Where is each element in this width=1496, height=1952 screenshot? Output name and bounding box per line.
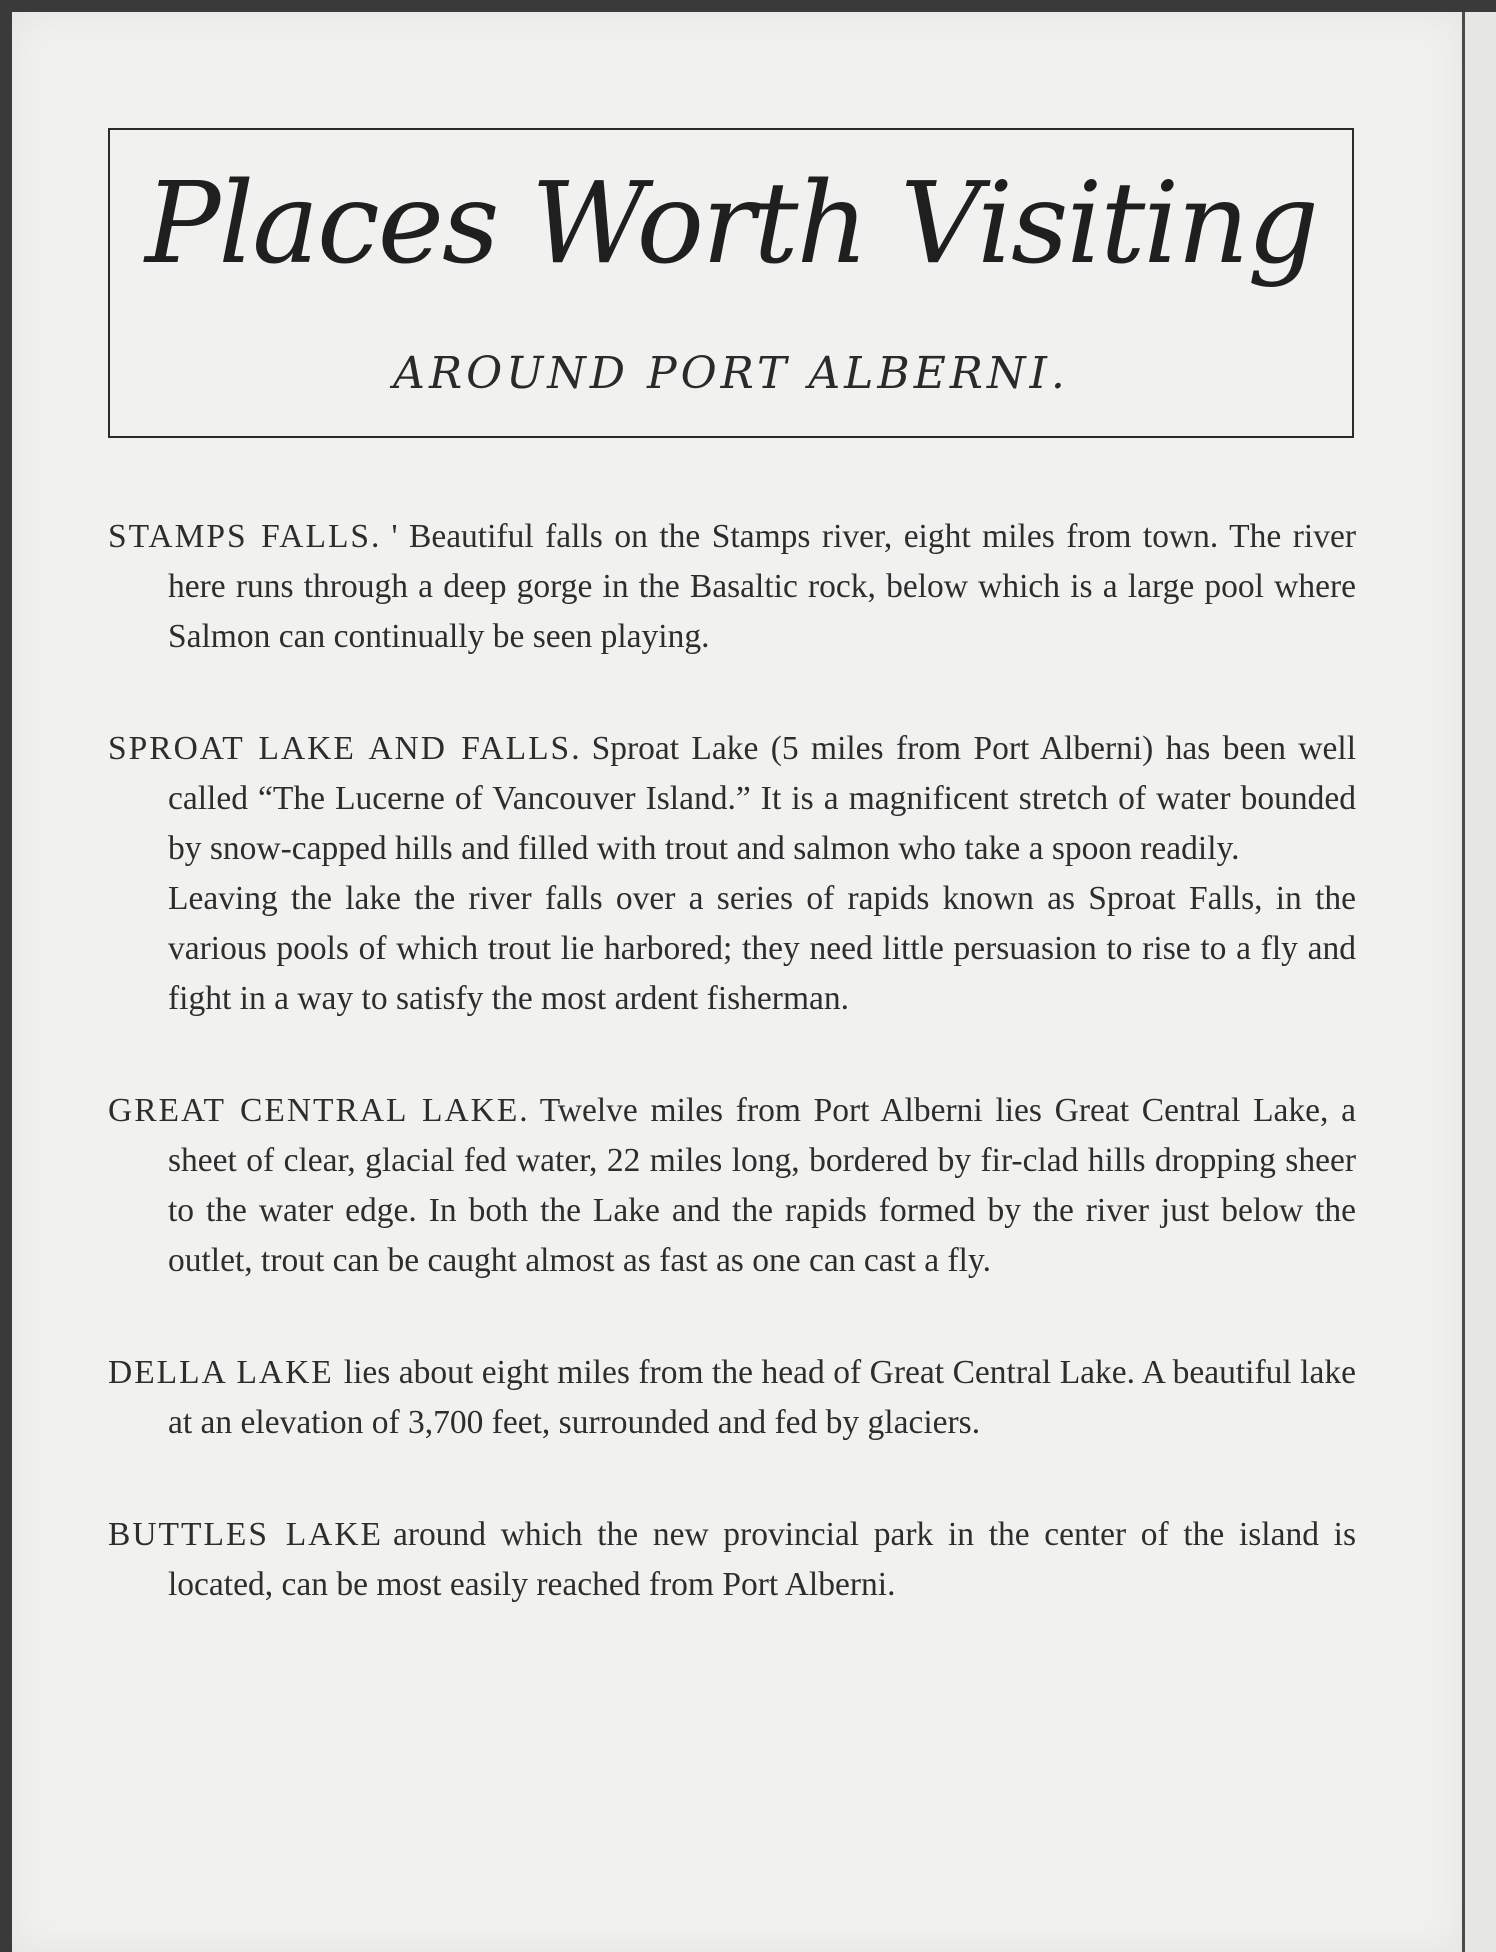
entry-paragraph <box>108 1086 1356 1286</box>
entry-text: ' Beautiful falls on the Stamps river, eight miles from town. The river here runs through a deep gorge in the Basaltic rock, below which is a large pool where Salmon can continually be seen playing. <box>168 518 1356 655</box>
entry-paragraph <box>108 1348 1356 1448</box>
entry-heading: SPROAT LAKE AND FALLS. <box>108 730 582 767</box>
entry-great-central-lake <box>108 1086 1356 1286</box>
entry-text: around which the new provincial park in the center of the island is located, can be most easily reached from Port Alberni. <box>168 1516 1356 1603</box>
entry-paragraph <box>108 1510 1356 1610</box>
entry-paragraph: Leaving the lake the river falls over a series of rapids known as Sproat Falls, in the various pools of which trout lie harbored; they need little persuasion to rise to a fly and fight in a way to satisfy the most ardent fisherman. <box>168 880 1356 1017</box>
entry-paragraph <box>108 512 1356 662</box>
entry-paragraph <box>108 724 1356 874</box>
entry-text: lies about eight miles from the head of Great Central Lake. A beautiful lake at an elevation of 3,700 feet, surrounded and fed by glaciers. <box>168 1354 1356 1441</box>
entry-heading: BUTTLES LAKE <box>108 1516 383 1553</box>
entry-della-lake <box>108 1348 1356 1448</box>
entry-heading: DELLA LAKE <box>108 1354 334 1391</box>
page-title: Places Worth Visiting <box>145 159 1317 289</box>
title-box <box>108 128 1354 438</box>
entry-heading: STAMPS FALLS. <box>108 518 382 555</box>
entries-list <box>108 512 1356 1672</box>
entry-buttles-lake <box>108 1510 1356 1610</box>
page-subtitle: AROUND PORT ALBERNI. <box>393 348 1069 399</box>
entry-sproat-lake <box>108 724 1356 1024</box>
entry-text: Twelve miles from Port Alberni lies Great Central Lake, a sheet of clear, glacial fed water, 22 miles long, bordered by fir-clad hills dropping sheer to the water edge. In both the Lake and the rapids formed by the river just below the outlet, trout can be caught almost as fast as one can cast a fly. <box>168 1092 1356 1279</box>
entry-stamps-falls <box>108 512 1356 662</box>
entry-heading: GREAT CENTRAL LAKE. <box>108 1092 530 1129</box>
entry-text: Sproat Lake (5 miles from Port Alberni) has been well called “The Lucerne of Vancouver Island.” It is a magnificent stretch of water bounded by snow-capped hills and filled with trout and salmon who take a spoon readily. <box>168 730 1356 867</box>
page-edge <box>1462 12 1496 1952</box>
